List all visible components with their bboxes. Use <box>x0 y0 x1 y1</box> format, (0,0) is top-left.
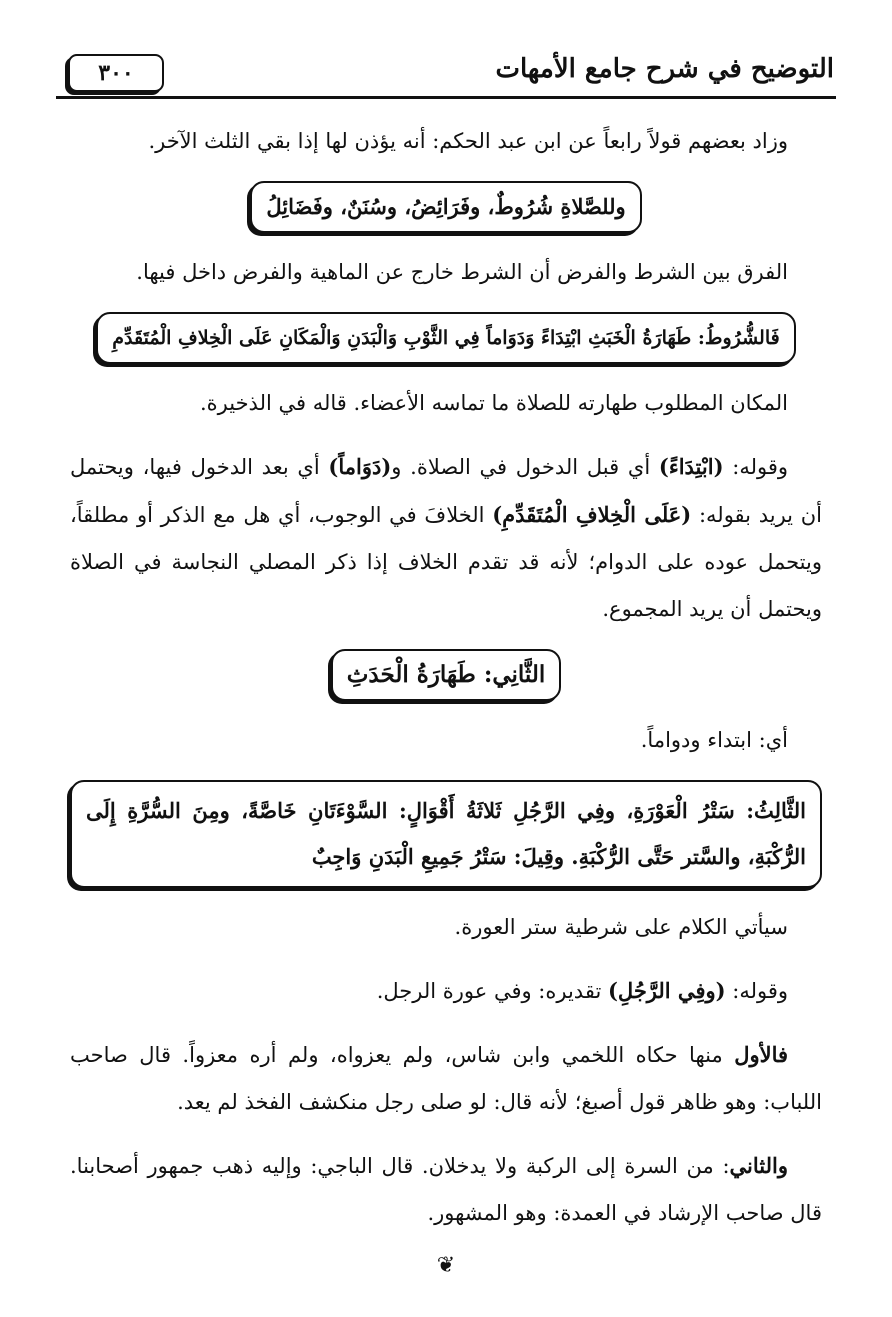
matn-box-4: الثَّالِثُ: سَتْرُ الْعَوْرَةِ، وفِي الرَّجُلِ ثَلاثَةُ أَقْوَالٍ: السَّوْءَتَانِ خَاصَّةً، ومِنَ السُّرَّةِ إِلَى الرُّكْبَةِ، والسَّتر حَتَّى الرُّكْبَةِ. وقِيلَ: سَتْرُ جَمِيعِ الْبَدَنِ وَاجِبٌ <box>70 780 822 888</box>
paragraph-3: المكان المطلوب طهارته للصلاة ما تماسه الأعضاء. قاله في الذخيرة. <box>199 391 788 415</box>
text: تقديره: وفي عورة الرجل. <box>376 979 608 1003</box>
text: منها حكاه اللخمي وابن شاس، ولم يعزواه، ولم أره معزواً. قال صاحب اللباب: وهو ظاهر قول أصبغ؛ لأنه قال: لو صلى رجل منكشف الفخذ لم يعد. <box>70 1043 822 1114</box>
lead-word: والثاني <box>729 1153 788 1178</box>
page-header <box>56 48 836 99</box>
text: وقوله: <box>725 979 788 1003</box>
text: وقوله: <box>723 455 789 479</box>
quoted-term: (عَلَى الْخِلافِ الْمُتَقَدِّمِ) <box>492 502 692 527</box>
paragraph-9 <box>70 1142 822 1237</box>
quoted-term: (ابْتِدَاءً) <box>658 454 724 479</box>
paragraph-2: الفرق بين الشرط والفرض أن الشرط خارج عن الماهية والفرض داخل فيها. <box>136 260 788 284</box>
ornament-icon: ❦ <box>436 1253 456 1278</box>
paragraph-1: وزاد بعضهم قولاً رابعاً عن ابن عبد الحكم: أنه يؤذن لها إذا بقي الثلث الآخر. <box>148 129 788 153</box>
matn-box-3: الثَّانِي: طَهَارَةُ الْحَدَثِ <box>331 649 561 701</box>
quoted-term: (دَوَاماً) <box>328 454 392 479</box>
paragraph-7 <box>70 967 822 1015</box>
running-title: التوضيح في شرح جامع الأمهات <box>495 54 834 84</box>
page-body <box>70 118 822 1278</box>
paragraph-6: سيأتي الكلام على شرطية ستر العورة. <box>454 915 788 939</box>
matn-box-1: وللصَّلاةِ شُرُوطٌ، وفَرَائِضُ، وسُنَنٌ، وفَضَائِلُ <box>250 181 641 233</box>
matn-box-2: فَالشُّرُوطُ: طَهَارَةُ الْخَبَثِ ابْتِدَاءً وَدَوَاماً فِي الثَّوْبِ وَالْبَدَنِ وَالْمَكَانِ عَلَى الْخِلافِ الْمُتَقَدِّمِ <box>96 312 795 364</box>
text: أي بعد الدخول فيها، ويحتمل أن يريد بقوله: <box>70 455 822 527</box>
page-number: ٣٠٠ <box>68 54 164 92</box>
text: : من السرة إلى الركبة ولا يدخلان. قال الباجي: وإليه ذهب جمهور أصحابنا. قال صاحب الإرشاد في العمدة: وهو المشهور. <box>70 1154 822 1225</box>
text: الخلافَ في الوجوب، أي هل مع الذكر أو مطلقاً، ويتحمل عوده على الدوام؛ لأنه قد تقدم الخلاف إذا ذكر المصلي النجاسة في الصلاة ويحتمل أن يريد المجموع. <box>70 503 822 621</box>
quoted-term: (وفِي الرَّجُلِ) <box>607 978 726 1003</box>
text: أي قبل الدخول في الصلاة. و <box>391 455 659 479</box>
paragraph-5: أي: ابتداء ودواماً. <box>640 728 788 752</box>
paragraph-8 <box>70 1031 822 1126</box>
paragraph-4 <box>70 443 822 633</box>
lead-word: فالأول <box>734 1042 788 1067</box>
